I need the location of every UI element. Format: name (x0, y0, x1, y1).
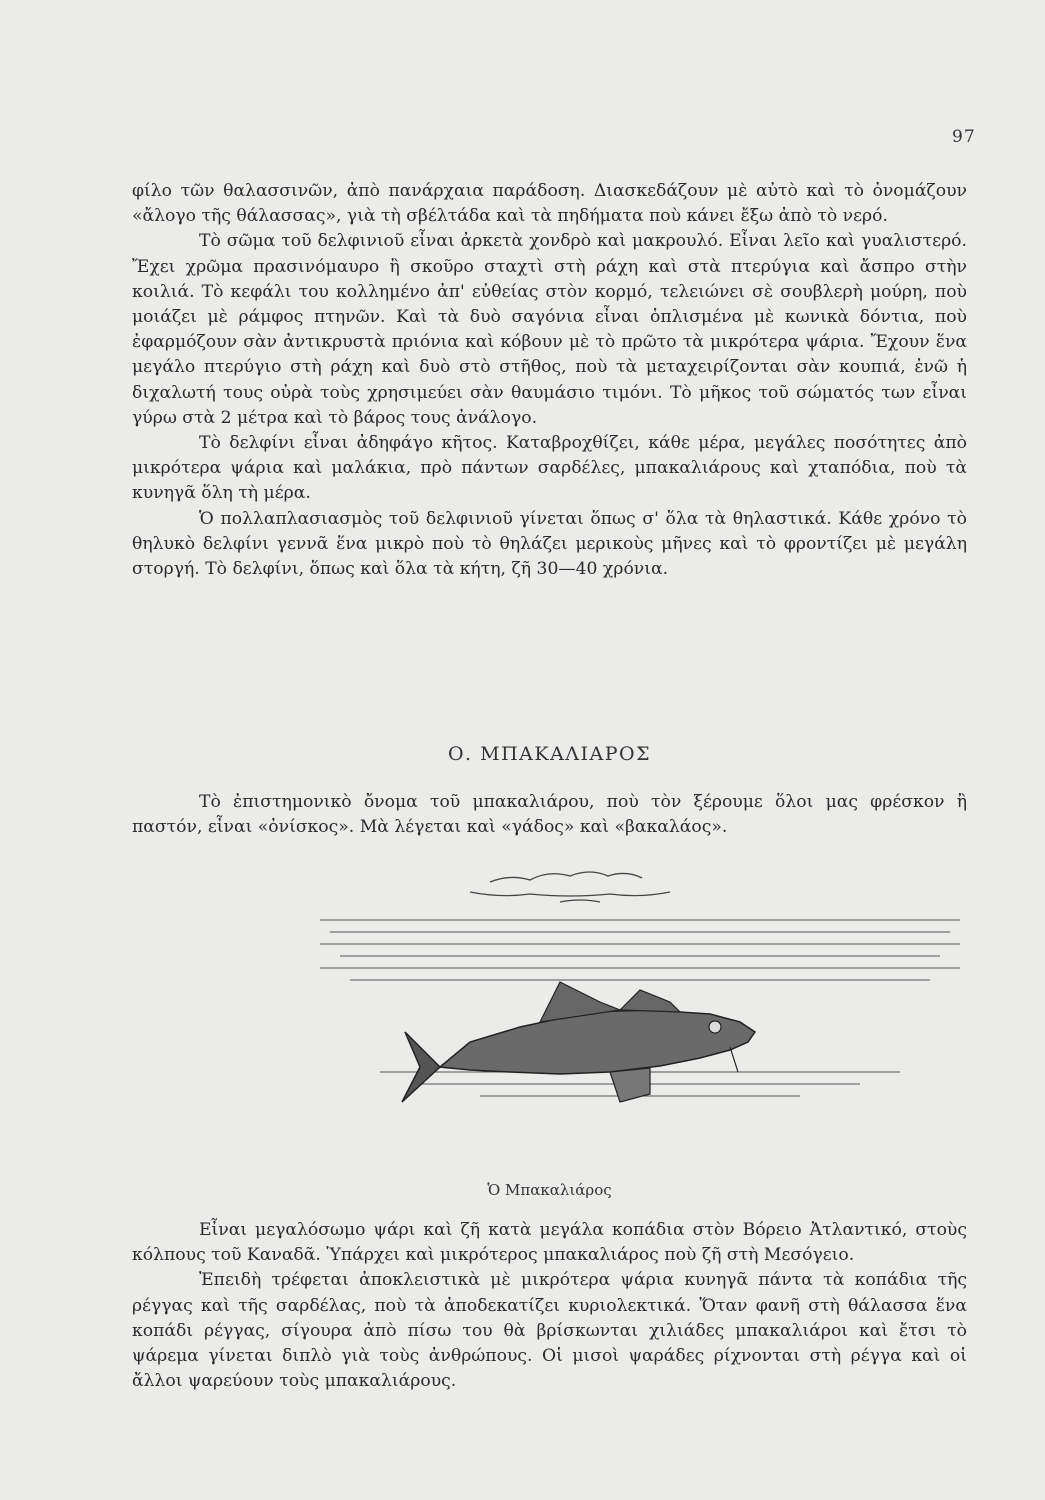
paragraph: φίλο τῶν θαλασσινῶν, ἀπὸ πανάρχαια παράδοση. Διασκεδάζουν μὲ αὐτὸ καὶ τὸ ὀνομάζουν «ἄλογο τῆς θάλασσας», γιὰ τὴ σβέλτάδα καὶ τὰ πηδήματα ποὺ κάνει ἔξω ἀπὸ τὸ νερό. (132, 181, 967, 227)
sky-clouds (470, 872, 670, 902)
text-block-intro (132, 790, 967, 840)
paragraph: Ἐπειδὴ τρέφεται ἀποκλειστικὰ μὲ μικρότερα ψάρια κυνηγᾶ πάντα τὰ κοπάδια τῆς ρέγγας καὶ τῆς σαρδέλας, ποὺ τὰ ἀποδεκατίζει κυριολεκτικά. Ὅταν φανῆ στὴ θάλασσα ἕνα κοπάδι ρέγγας, σίγουρα ἀπὸ πίσω του θὰ βρίσκωνται χιλιάδες μπακαλιάροι καὶ ἔτσι τὸ ψάρεμα γίνεται διπλὸ γιὰ τοὺς ἀνθρώπους. Οἱ μισοὶ ψαράδες ρίχνονται στὴ ρέγγα καὶ οἱ ἄλλοι ψαρεύουν τοὺς μπακαλιάρους. (132, 1270, 967, 1392)
cod-illustration (320, 862, 960, 1152)
figure-caption: Ὁ Μπακαλιάρος (487, 1181, 612, 1199)
text-block-top (132, 179, 967, 582)
paragraph: Τὸ δελφίνι εἶναι ἀδηφάγο κῆτος. Καταβροχθίζει, κάθε μέρα, μεγάλες ποσότητες ἀπὸ μικρότερα ψάρια καὶ μαλάκια, πρὸ πάντων σαρδέλες, μπακαλιάρους καὶ χταπόδια, ποὺ τὰ κυνηγᾶ ὅλη τὴ μέρα. (132, 433, 967, 504)
page-number: 97 (952, 127, 976, 147)
paragraph: Ὁ πολλαπλασιασμὸς τοῦ δελφινιοῦ γίνεται ὅπως σ' ὅλα τὰ θηλαστικά. Κάθε χρόνο τὸ θηλυκὸ δελφίνι γεννᾶ ἕνα μικρὸ ποὺ τὸ θηλάζει μερικοὺς μῆνες καὶ τὸ φροντίζει μὲ μεγάλη στοργή. Τὸ δελφίνι, ὅπως καὶ ὅλα τὰ κήτη, ζῆ 30—40 χρόνια. (132, 508, 967, 580)
text-block-bottom (132, 1218, 967, 1394)
section-heading: Ο. ΜΠΑΚΑΛΙΑΡΟΣ (447, 743, 652, 765)
paragraph: Εἶναι μεγαλόσωμο ψάρι καὶ ζῆ κατὰ μεγάλα κοπάδια στὸν Βόρειο Ἀτλαντικό, στοὺς κόλπους τοῦ Καναδᾶ. Ὑπάρχει καὶ μικρότερος μπακαλιάρος ποὺ ζῆ στὴ Μεσόγειο. (132, 1220, 967, 1266)
paragraph: Τὸ σῶμα τοῦ δελφινιοῦ εἶναι ἀρκετὰ χονδρὸ καὶ μακρουλό. Εἶναι λεῖο καὶ γυαλιστερό. Ἔχει χρῶμα πρασινόμαυρο ἢ σκοῦρο σταχτὶ στὴ ράχη καὶ στὰ πτερύγια καὶ ἄσπρο στὴν κοιλιά. Τὸ κεφάλι του κολλημένο ἀπ' εὐθείας στὸν κορμό, τελειώνει σὲ σουβλερὴ μούρη, ποὺ μοιάζει μὲ ράμφος πτηνῶν. Καὶ τὰ δυὸ σαγόνια εἶναι ὁπλισμένα μὲ κωνικὰ δόντια, ποὺ ἐφαρμόζουν σὰν ἀντικρυστὰ πριόνια καὶ κόβουν μὲ τὸ πρῶτο τὰ μικρότερα ψάρια. Ἔχουν ἕνα μεγάλο πτερύγιο στὴ ράχη καὶ δυὸ στὸ στῆθος, ποὺ τὰ μεταχειρίζονται σὰν κουπιά, ἐνῶ ἡ διχαλωτή τους οὐρὰ τοὺς χρησιμεύει σὰν θαυμάσιο τιμόνι. Τὸ μῆκος τοῦ σώματός των εἶναι γύρω στὰ 2 μέτρα καὶ τὸ βάρος τους ἀνάλογο. (132, 231, 967, 428)
paragraph: Τὸ ἐπιστημονικὸ ὄνομα τοῦ μπακαλιάρου, ποὺ τὸν ξέρουμε ὅλοι μας φρέσκον ἢ παστόν, εἶναι «ὀνίσκος». Μὰ λέγεται καὶ «γάδος» καὶ «βακαλάος». (132, 792, 967, 838)
